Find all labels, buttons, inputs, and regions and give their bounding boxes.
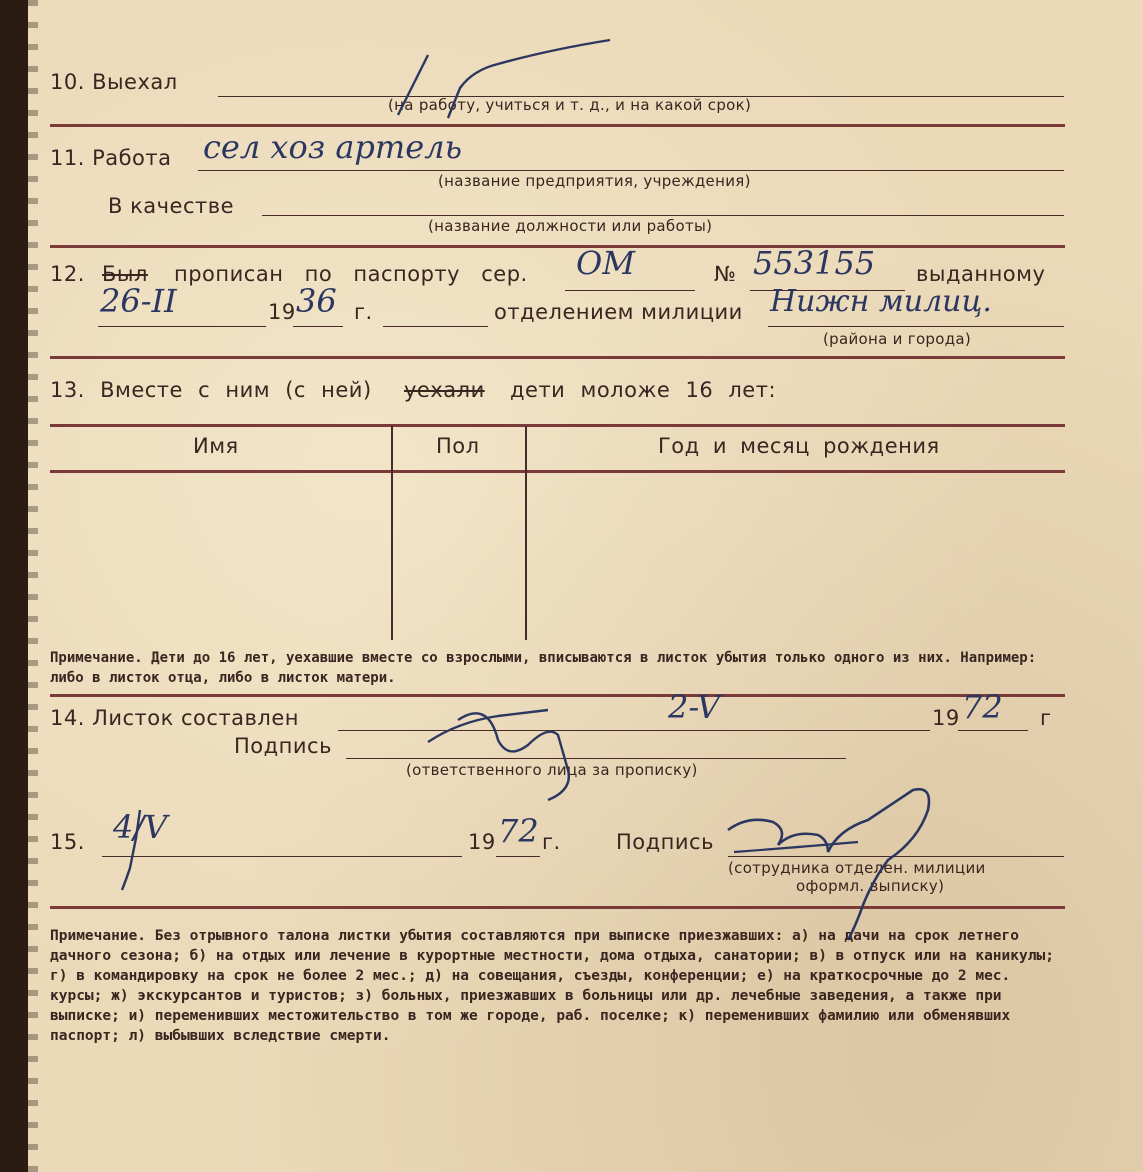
item15-year-handwritten: 72	[498, 812, 539, 850]
item12-number: 12.	[50, 262, 85, 286]
item12-date-handwritten: 26-II	[100, 282, 177, 320]
item12-issued-label: выданному	[916, 262, 1046, 286]
item12-struck-word: Был	[102, 262, 148, 286]
children-col-birth: Год и месяц рождения	[658, 434, 940, 458]
item15-caption-line2: оформл. выписку)	[796, 877, 945, 895]
item14-signature-mark	[428, 710, 569, 800]
item14-year-line	[958, 730, 1028, 731]
item15-year-line	[496, 856, 540, 857]
item12-series-handwritten: ОМ	[576, 244, 635, 282]
children-table-top	[50, 424, 1065, 427]
item14-signature-label: Подпись	[234, 734, 332, 758]
item14-year-label: г	[1040, 706, 1052, 730]
item15-caption-line1: (сотрудника отделен. милиции	[728, 859, 986, 877]
item13-note: Примечание. Дети до 16 лет, уехавшие вместе со взрослыми, вписываются в листок убытия только одного из них. Например: либо в листок отца, либо в листок матери.	[50, 650, 1037, 686]
children-col-sex: Пол	[436, 434, 480, 458]
section-divider	[50, 906, 1065, 909]
final-note: Примечание. Без отрывного талона листки убытия составляются при выписке приезжавших: а) на дачи на срок летнего дачного сезона; б) на отдых или лечение в курортные местности, дома отдыха, санатории; в) в отпуск или на каникулы; г) в командировку на срок не более 2 мес.; д) на совещания, съезды, конференции; е) на краткосрочные до 2 мес. курсы; ж) экскурсантов и туристов; з) больных, приезжавших в больницы или др. лечебные заведения, а также при выписке; и) переменивших местожительство в том же городе, раб. поселке; к) переменивших фамилию или обменявших паспорт; л) выбывших вследствие смерти.	[50, 928, 1054, 1044]
item15-date-line	[102, 856, 462, 857]
section-divider	[50, 356, 1065, 359]
item11-position-label: В качестве	[108, 194, 235, 218]
item12-police-line	[768, 326, 1064, 327]
document-page	[28, 0, 1143, 1172]
item12-police-label: отделением милиции	[494, 300, 743, 324]
item12-series-line	[565, 290, 695, 291]
item13-label-end: дети моложе 16 лет:	[510, 378, 777, 402]
item14-caption: (ответственного лица за прописку)	[406, 761, 698, 779]
children-col-name: Имя	[193, 434, 239, 458]
item14-signature-line	[346, 758, 846, 759]
item13-label-start: 13. Вместе с ним (с ней)	[50, 378, 372, 402]
item10-label: 10. Выехал	[50, 70, 178, 94]
item14-date-handwritten: 2-V	[668, 688, 720, 726]
section-divider	[50, 245, 1065, 248]
item14-year-prefix: 19	[932, 706, 960, 730]
item14-date-line	[338, 730, 930, 731]
item12-year-label: г.	[354, 300, 373, 324]
item11-field-line	[198, 170, 1064, 171]
item12-date-line	[98, 326, 266, 327]
children-table-divider	[525, 426, 527, 640]
item10-caption: (на работу, учиться и т. д., и на какой срок)	[388, 96, 752, 114]
item12-year-handwritten: 36	[296, 282, 337, 320]
item12-police-handwritten: Нижн милиц.	[770, 284, 992, 319]
item11-label: 11. Работа	[50, 146, 172, 170]
children-table-header-rule	[50, 470, 1065, 473]
item11-workplace-handwritten: сел хоз артель	[203, 128, 462, 166]
item12-caption: (района и города)	[823, 330, 972, 348]
item11-position-line	[262, 215, 1064, 216]
item14-label: 14. Листок составлен	[50, 706, 299, 730]
children-table-divider	[391, 426, 393, 640]
perforated-edge	[28, 0, 38, 1172]
item11-caption: (название предприятия, учреждения)	[438, 172, 751, 190]
item15-label: 15.	[50, 830, 85, 854]
item14-year-handwritten: 72	[962, 688, 1003, 726]
item13-struck-word: уехали	[404, 378, 485, 402]
item15-signature-label: Подпись	[616, 830, 714, 854]
item12-number-handwritten: 553155	[753, 244, 876, 282]
item12-number-label: №	[714, 262, 737, 286]
item15-year-prefix: 19	[468, 830, 496, 854]
item12-label: прописан по паспорту сер.	[174, 262, 528, 286]
item11-position-caption: (название должности или работы)	[428, 217, 713, 235]
item15-date-handwritten: 4/V	[113, 808, 168, 846]
item15-year-label: г.	[542, 830, 561, 854]
item15-signature-line	[728, 856, 1064, 857]
item12-year-line	[293, 326, 343, 327]
item12-year-prefix: 19	[268, 300, 296, 324]
section-divider	[50, 694, 1065, 697]
section-divider	[50, 124, 1065, 127]
item12-blank-line	[383, 326, 488, 327]
item15-signature-mark	[734, 842, 858, 852]
